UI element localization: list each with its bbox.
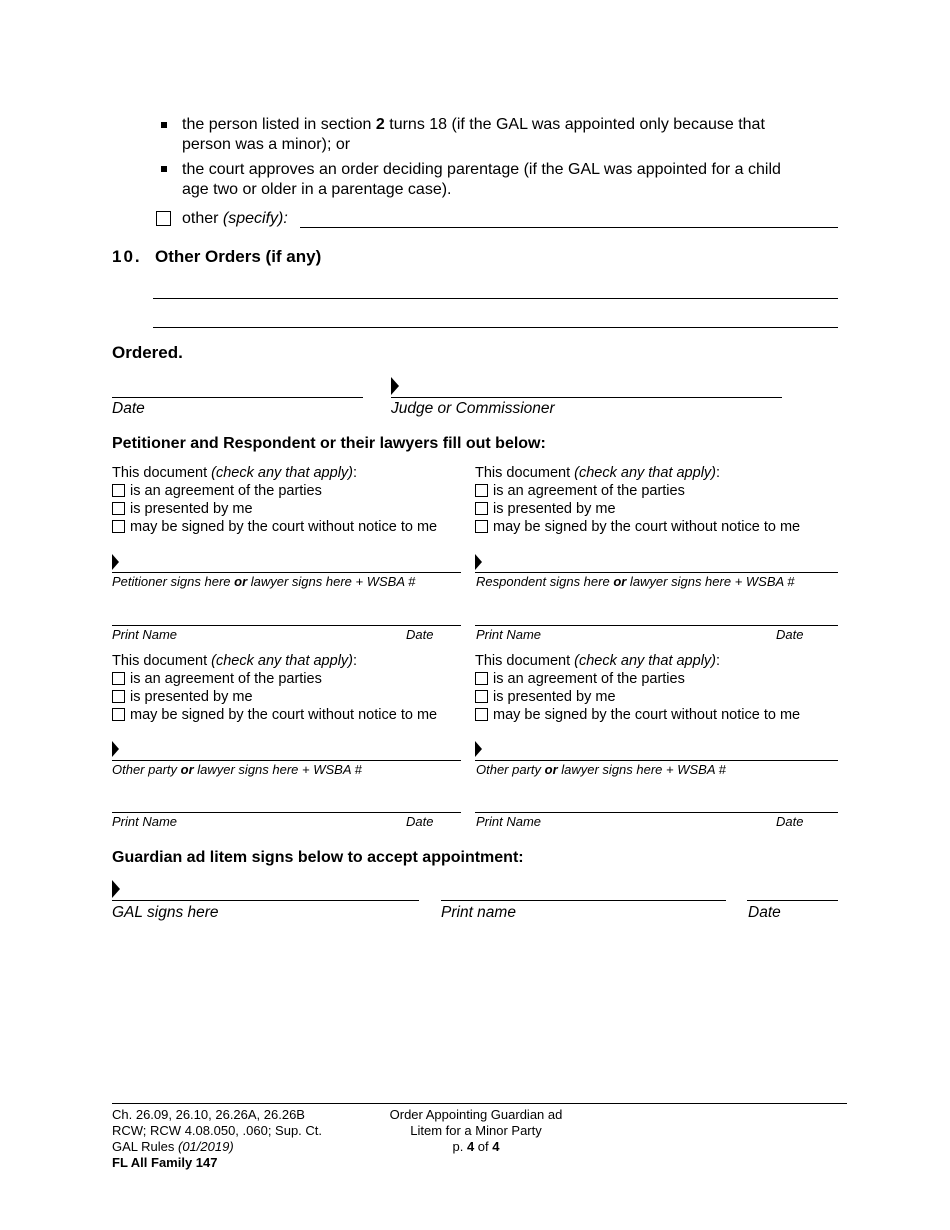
footer-statute-2: RCW; RCW 4.08.050, .060; Sup. Ct.: [112, 1123, 323, 1138]
checkbox[interactable]: [112, 672, 125, 685]
bullet-item-2: the court approves an order deciding parentage (if the GAL was appointed for a child: [182, 161, 781, 178]
other-party-left-block: [112, 652, 462, 724]
sign-text-end: lawyer signs here + WSBA #: [626, 574, 795, 589]
parties-heading: Petitioner and Respondent or their lawyers fill out below:: [112, 435, 546, 452]
option-agreement[interactable]: [475, 670, 840, 688]
doc-colon: :: [716, 653, 721, 669]
form-title-1: Order Appointing Guardian ad: [389, 1107, 563, 1122]
sign-text: Petitioner signs here: [112, 574, 235, 589]
doc-colon: :: [716, 465, 721, 481]
respondent-sign-label: [476, 574, 795, 590]
option-label: may be signed by the court without notice to me: [130, 707, 438, 723]
option-label: is presented by me: [130, 689, 253, 705]
checkbox[interactable]: [112, 708, 125, 721]
other-party-left-signature-line[interactable]: [112, 760, 461, 761]
page-current: 4: [466, 1139, 475, 1154]
checkbox[interactable]: [475, 690, 488, 703]
other-party-right-signature-line[interactable]: [475, 760, 838, 761]
ordered-date-label: Date: [112, 400, 145, 417]
sign-text-end: lawyer signs here + WSBA #: [247, 574, 416, 589]
bullet-marker: [161, 122, 167, 128]
sign-text: Respondent signs here: [476, 574, 614, 589]
petitioner-signature-line[interactable]: [112, 572, 461, 573]
page-number: [366, 1139, 586, 1155]
page-of: of: [474, 1139, 493, 1154]
gal-date-line[interactable]: [747, 900, 838, 901]
respondent-print-name-line[interactable]: [475, 625, 838, 626]
judge-signature-line[interactable]: [391, 397, 782, 398]
sign-text: Other party: [112, 762, 181, 777]
option-label: is presented by me: [130, 501, 253, 517]
form-number: FL All Family 147: [112, 1155, 218, 1170]
checkbox[interactable]: [112, 484, 125, 497]
checkbox[interactable]: [475, 520, 488, 533]
other-party-left-print-name-line[interactable]: [112, 812, 461, 813]
other-checkbox[interactable]: [156, 211, 171, 226]
sign-or: or: [234, 574, 248, 589]
specify-text: (specify):: [222, 210, 288, 227]
petitioner-sign-label: [112, 574, 415, 590]
rules-date: (01/2019): [178, 1139, 234, 1154]
date-label: Date: [406, 814, 434, 829]
sign-text: Other party: [476, 762, 545, 777]
option-no-notice[interactable]: [112, 518, 462, 536]
option-label: is presented by me: [493, 689, 616, 705]
petitioner-block: [112, 464, 462, 536]
sign-arrow-icon: [475, 554, 482, 570]
judge-label: Judge or Commissioner: [391, 400, 555, 417]
option-presented[interactable]: [112, 688, 462, 706]
option-no-notice[interactable]: [475, 518, 840, 536]
checkbox[interactable]: [475, 708, 488, 721]
section-10-title: Other Orders (if any): [155, 247, 322, 266]
doc-prefix: This document: [112, 653, 212, 669]
other-orders-line-2[interactable]: [153, 327, 838, 328]
sign-arrow-icon: [475, 741, 482, 757]
doc-prefix: This document: [112, 465, 212, 481]
respondent-signature-line[interactable]: [475, 572, 838, 573]
page-total: 4: [492, 1139, 500, 1154]
gal-sign-label: GAL signs here: [112, 904, 219, 921]
option-label: may be signed by the court without notice to me: [493, 519, 801, 535]
print-name-label: Print Name: [476, 627, 542, 642]
option-presented[interactable]: [112, 500, 462, 518]
page-prefix: p.: [452, 1139, 467, 1154]
option-label: is an agreement of the parties: [130, 483, 322, 499]
print-name-label: Print Name: [476, 814, 542, 829]
doc-colon: :: [353, 465, 358, 481]
other-text: other: [182, 210, 223, 227]
sign-text-end: lawyer signs here + WSBA #: [557, 762, 726, 777]
date-label: Date: [776, 814, 804, 829]
print-name-label: Print Name: [112, 814, 178, 829]
bullet-item-2-line2: age two or older in a parentage case).: [182, 181, 452, 198]
bullet-1-text-end: turns 18 (if the GAL was appointed only because that: [384, 116, 765, 133]
footer-rule: [112, 1103, 847, 1104]
option-label: is presented by me: [493, 501, 616, 517]
option-label: may be signed by the court without notice to me: [130, 519, 438, 535]
gal-print-label: Print name: [441, 904, 516, 921]
other-party-right-print-name-line[interactable]: [475, 812, 838, 813]
option-agreement[interactable]: [475, 482, 840, 500]
gal-print-name-line[interactable]: [441, 900, 726, 901]
sign-arrow-icon: [112, 554, 119, 570]
date-label: Date: [776, 627, 804, 642]
doc-check: (check any that apply): [211, 465, 353, 481]
doc-check-heading: [475, 464, 840, 482]
doc-check-heading: [112, 652, 462, 670]
print-name-label: Print Name: [112, 627, 178, 642]
option-no-notice[interactable]: [475, 706, 840, 724]
option-no-notice[interactable]: [112, 706, 462, 724]
option-label: is an agreement of the parties: [493, 671, 685, 687]
bullet-item-1: [182, 115, 765, 135]
form-title-2: Litem for a Minor Party: [410, 1123, 542, 1138]
checkbox[interactable]: [475, 484, 488, 497]
other-label: [182, 209, 288, 229]
footer-rules: [112, 1139, 322, 1155]
doc-check: (check any that apply): [211, 653, 353, 669]
sign-arrow-icon: [112, 741, 119, 757]
sign-or: or: [544, 762, 558, 777]
gal-date-label: Date: [748, 904, 781, 921]
option-agreement[interactable]: [112, 482, 462, 500]
sign-arrow-icon: [112, 880, 120, 898]
footer-center: [366, 1107, 586, 1155]
footer-statute-1: Ch. 26.09, 26.10, 26.26A, 26.26B: [112, 1107, 305, 1122]
sign-arrow-icon: [391, 377, 399, 395]
doc-check-heading: [112, 464, 462, 482]
checkbox[interactable]: [112, 520, 125, 533]
option-presented[interactable]: [475, 688, 840, 706]
ordered-title: Ordered.: [112, 343, 183, 362]
section-10-number: 10.: [112, 247, 142, 266]
bullet-item-1-line2: person was a minor); or: [182, 136, 351, 153]
doc-check: (check any that apply): [574, 465, 716, 481]
other-orders-line-1[interactable]: [153, 298, 838, 299]
date-label: Date: [406, 627, 434, 642]
bullet-marker: [161, 166, 167, 172]
option-label: is an agreement of the parties: [493, 483, 685, 499]
gal-heading: Guardian ad litem signs below to accept appointment:: [112, 849, 524, 866]
checkbox[interactable]: [112, 690, 125, 703]
rules-text: GAL Rules: [112, 1139, 178, 1154]
sign-or: or: [613, 574, 627, 589]
other-party-sign-label: [476, 762, 726, 778]
other-party-sign-label: [112, 762, 362, 778]
option-label: may be signed by the court without notice to me: [493, 707, 801, 723]
doc-check-heading: [475, 652, 840, 670]
footer-left: [112, 1107, 322, 1171]
section-ref: 2: [375, 116, 385, 133]
petitioner-print-name-line[interactable]: [112, 625, 461, 626]
checkbox[interactable]: [475, 672, 488, 685]
doc-check: (check any that apply): [574, 653, 716, 669]
other-party-right-block: [475, 652, 840, 724]
option-agreement[interactable]: [112, 670, 462, 688]
option-label: is an agreement of the parties: [130, 671, 322, 687]
gal-signature-line[interactable]: [112, 900, 419, 901]
sign-or: or: [180, 762, 194, 777]
respondent-block: [475, 464, 840, 536]
other-specify-line[interactable]: [300, 227, 838, 228]
checkbox[interactable]: [112, 502, 125, 515]
sign-text-end: lawyer signs here + WSBA #: [193, 762, 362, 777]
ordered-date-line[interactable]: [112, 397, 363, 398]
doc-colon: :: [353, 653, 358, 669]
doc-prefix: This document: [475, 653, 575, 669]
checkbox[interactable]: [475, 502, 488, 515]
doc-prefix: This document: [475, 465, 575, 481]
option-presented[interactable]: [475, 500, 840, 518]
bullet-1-text: the person listed in section: [182, 116, 376, 133]
